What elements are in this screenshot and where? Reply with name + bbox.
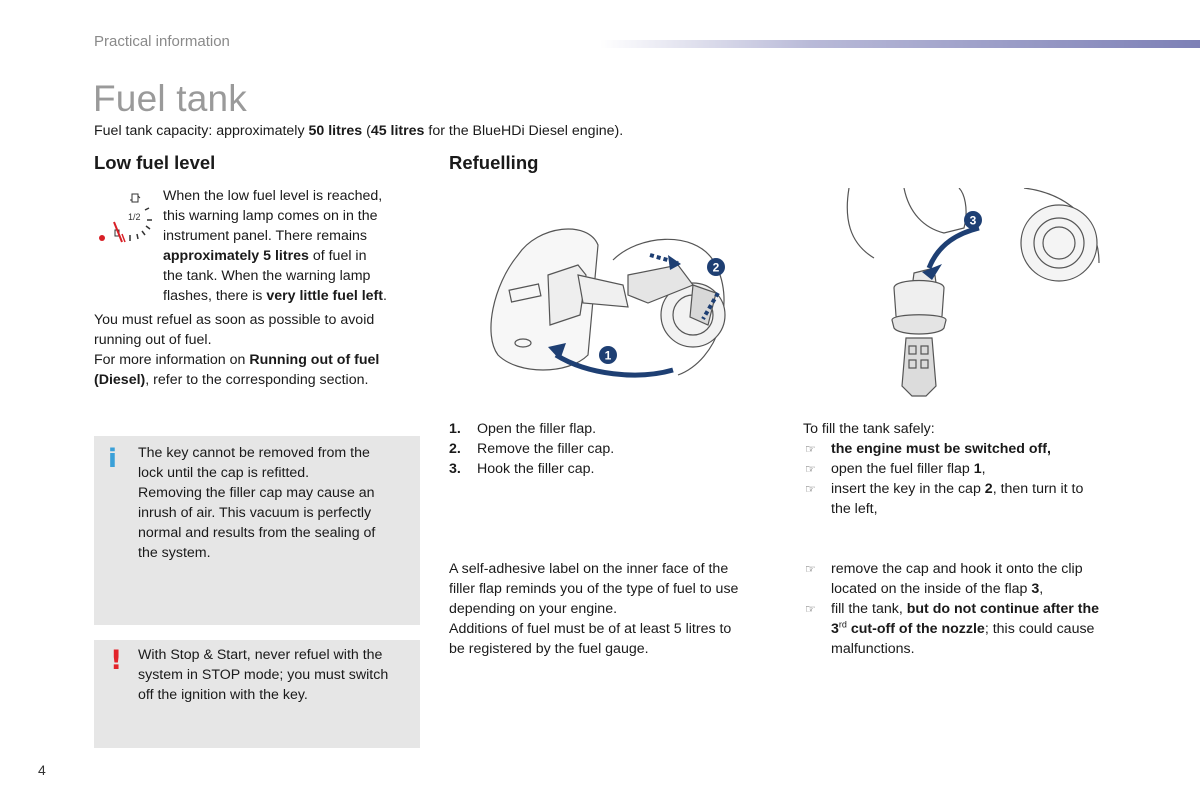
list-item: ☞ remove the cap and hook it onto the clip located on the inside of the flap 3, xyxy=(805,561,1083,597)
list-item: 2. Remove the filler cap. xyxy=(449,441,615,457)
callout-3: 3 xyxy=(969,213,977,228)
callout-2: 2 xyxy=(712,260,720,275)
callout-1: 1 xyxy=(604,348,612,363)
list-item: ☞ insert the key in the cap 2, then turn it to the left, xyxy=(805,481,1084,517)
low-fuel-heading: Low fuel level xyxy=(94,152,216,173)
info-icon: i xyxy=(108,444,117,474)
pointer-icon: ☞ xyxy=(805,562,816,576)
fuel-label-text: A self-adhesive label on the inner face of the filler flap reminds you of the type of fuel to use depending on your engine. Additions of fuel must be of at least 5 litres to be registered by the fuel gauge. xyxy=(449,561,739,657)
low-fuel-gauge-icon xyxy=(92,190,158,250)
list-item: 3. Hook the filler cap. xyxy=(449,461,595,477)
list-item: ☞ fill the tank, but do not continue after the 3rd cut-off of the nozzle; this could cause malfunctions. xyxy=(805,601,1100,657)
tank-capacity-text: Fuel tank capacity: approximately 50 litres (45 litres for the BlueHDi Diesel engine). xyxy=(94,123,624,139)
refuelling-steps xyxy=(449,419,749,479)
pointer-icon: ☞ xyxy=(805,482,816,496)
low-fuel-warning-text: When the low fuel level is reached, this warning lamp comes on in the instrument panel. There remains approximately 5 litres of fuel in the tank. When the warning lamp flashes, there is very little fuel left. xyxy=(163,188,387,304)
pointer-icon: ☞ xyxy=(805,602,816,616)
page-title: Fuel tank xyxy=(93,78,247,119)
list-item: 1. Open the filler flap. xyxy=(449,421,597,437)
filler-flap-illustration xyxy=(478,215,754,385)
list-item: ☞ the engine must be switched off, xyxy=(805,441,1051,457)
list-item: ☞ open the fuel filler flap 1, xyxy=(805,461,986,477)
warning-note-text: With Stop & Start, never refuel with the system in STOP mode; you must switch off the ignition with the key. xyxy=(138,647,389,703)
section-label: Practical information xyxy=(94,33,230,50)
refuelling-heading: Refuelling xyxy=(449,152,539,173)
warning-icon: ! xyxy=(110,645,123,676)
safety-steps-list-top xyxy=(803,439,1148,519)
page-number: 4 xyxy=(38,762,46,778)
info-note-text: The key cannot be removed from the lock until the cap is refitted. Removing the filler cap may cause an inrush of air. This vacuum is perfectly normal and results from the sealing of the system. xyxy=(138,445,376,561)
gauge-half-label: 1/2 xyxy=(128,212,141,222)
safely-intro: To fill the tank safely: xyxy=(803,421,935,437)
pointer-icon: ☞ xyxy=(805,462,816,476)
header-gradient-bar xyxy=(600,40,1200,48)
refuel-advice-text: You must refuel as soon as possible to avoid running out of fuel. For more information on Running out of fuel (Diesel), refer to the corresponding section. xyxy=(94,312,380,388)
pointer-icon: ☞ xyxy=(805,442,816,456)
safety-steps-list-bottom xyxy=(803,559,1148,659)
cap-hook-illustration xyxy=(834,188,1106,400)
